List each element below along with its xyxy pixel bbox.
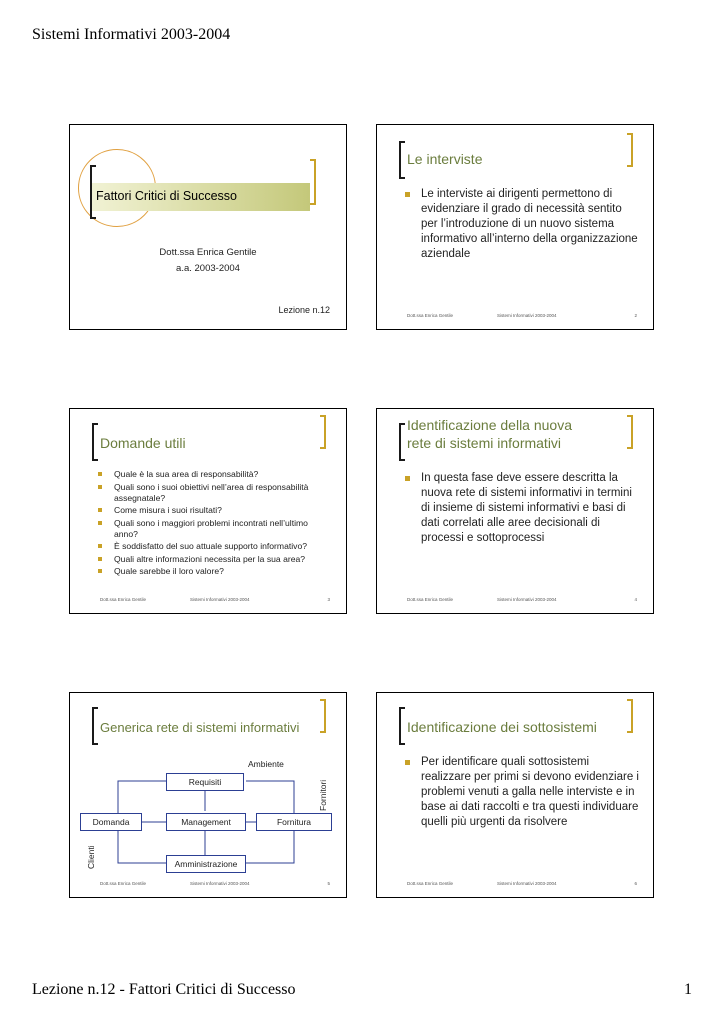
- slide-3: [69, 408, 347, 614]
- page-number: 1: [684, 981, 692, 998]
- slide-footer: [407, 597, 637, 605]
- diagram-box-requisiti: Requisiti: [166, 773, 244, 791]
- bullet-item: Quale sarebbe il loro valore?: [94, 566, 334, 577]
- slide-footer-author: Dott.ssa Enrica Gentile: [407, 597, 454, 602]
- slide-2: [376, 124, 654, 330]
- diagram-label-clienti: Clienti: [86, 845, 96, 869]
- bullet-list: [94, 469, 334, 579]
- right-bracket-icon: [627, 699, 633, 733]
- right-bracket-icon: [627, 415, 633, 449]
- slide-5: [69, 692, 347, 898]
- slide-footer: [100, 597, 330, 605]
- slide-number: 4: [634, 597, 637, 602]
- slide-title: Le interviste: [407, 151, 483, 167]
- slide-footer-author: Dott.ssa Enrica Gentile: [407, 881, 454, 886]
- slide-footer-course: Sistemi Informativi 2003-2004: [497, 881, 557, 886]
- bullet-item: Quali sono i maggiori problemi incontrati nell’ultimo anno?: [94, 518, 334, 540]
- slide-footer-course: Sistemi Informativi 2003-2004: [497, 313, 557, 318]
- left-bracket-icon: [399, 141, 405, 179]
- slide-title: Generica rete di sistemi informativi: [100, 720, 300, 735]
- right-bracket-icon: [627, 133, 633, 167]
- bullet-list: [401, 471, 641, 546]
- bullet-item: Per identificare quali sottosistemi realizzare per primi si devono evidenziare i problemi venuti a galla nelle interviste e in base ai dati raccolti e tra questi individuare quelli più urgenti da risolvere: [401, 755, 641, 830]
- slide-title: Domande utili: [100, 435, 186, 451]
- bullet-item: Quali altre informazioni necessita per la sua area?: [94, 554, 334, 565]
- slide-6: [376, 692, 654, 898]
- slide-footer-author: Dott.ssa Enrica Gentile: [407, 313, 454, 318]
- diagram-box-amministrazione: Amministrazione: [166, 855, 246, 873]
- diagram-box-fornitura: Fornitura: [256, 813, 332, 831]
- slide-title-line-1: Identificazione della nuova: [407, 417, 573, 433]
- diagram-box-domanda: Domanda: [80, 813, 142, 831]
- slide-author: Dott.ssa Enrica Gentile: [159, 247, 257, 258]
- slide-footer-author: Dott.ssa Enrica Gentile: [100, 881, 147, 886]
- left-bracket-icon: [399, 707, 405, 745]
- diagram-label-fornitori: Fornitori: [318, 779, 328, 811]
- slide-academic-year: a.a. 2003-2004: [176, 263, 240, 274]
- slide-title: Identificazione dei sottosistemi: [407, 719, 597, 735]
- slide-footer: [100, 881, 330, 889]
- slide-footer-course: Sistemi Informativi 2003-2004: [190, 881, 250, 886]
- slide-footer: [407, 881, 637, 889]
- slide-title-line-2: rete di sistemi informativi: [407, 435, 562, 451]
- slide-footer-course: Sistemi Informativi 2003-2004: [190, 597, 250, 602]
- left-bracket-icon: [399, 423, 405, 461]
- bullet-item: Come misura i suoi risultati?: [94, 505, 334, 516]
- bullet-list: [401, 755, 641, 830]
- page-header: Sistemi Informativi 2003-2004: [32, 26, 231, 43]
- slide-number: 6: [634, 881, 637, 886]
- slide-number: 3: [327, 597, 330, 602]
- bullet-item: È soddisfatto del suo attuale supporto informativo?: [94, 541, 334, 552]
- slide-footer-course: Sistemi Informativi 2003-2004: [497, 597, 557, 602]
- slide-number: 5: [327, 881, 330, 886]
- right-bracket-icon: [320, 415, 326, 449]
- lesson-label: Lezione n.12: [278, 305, 330, 315]
- slide-1: [69, 124, 347, 330]
- slide-title: Fattori Critici di Successo: [96, 189, 238, 203]
- left-bracket-icon: [92, 423, 98, 461]
- slide-footer-author: Dott.ssa Enrica Gentile: [100, 597, 147, 602]
- page-footer: Lezione n.12 - Fattori Critici di Successo: [32, 981, 296, 998]
- bullet-item: In questa fase deve essere descritta la nuova rete di sistemi informativi in termini di insieme di sistemi informativi e basi di dati correlati alle aree decisionali di processi e sottoprocessi: [401, 471, 641, 546]
- slide-4: [376, 408, 654, 614]
- bullet-item: Quale è la sua area di responsabilità?: [94, 469, 334, 480]
- right-bracket-icon: [310, 159, 316, 205]
- slide-footer: [407, 313, 637, 321]
- diagram-box-management: Management: [166, 813, 246, 831]
- bullet-list: [401, 187, 641, 262]
- bullet-item: Quali sono i suoi obiettivi nell’area di responsabilità assegnatale?: [94, 482, 334, 504]
- slide-number: 2: [634, 313, 637, 318]
- bullet-item: Le interviste ai dirigenti permettono di evidenziare il grado di necessità sentito per l’introduzione di un nuovo sistema informativo all’interno della organizzazione aziendale: [401, 187, 641, 262]
- diagram-label-ambiente: Ambiente: [248, 759, 284, 769]
